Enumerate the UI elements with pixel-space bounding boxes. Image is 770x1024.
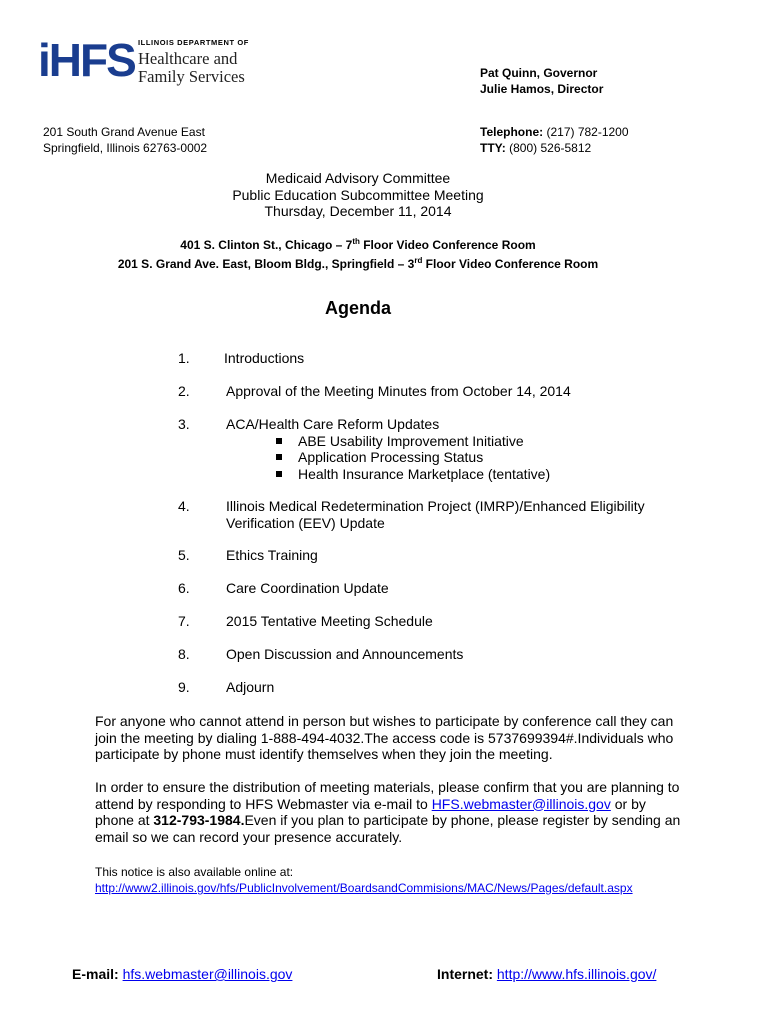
footer-website-link[interactable]: http://www.hfs.illinois.gov/ — [496, 966, 657, 982]
meeting-locations — [0, 234, 716, 272]
agenda-item-number: 5. — [178, 547, 190, 563]
bullet-square-icon — [276, 438, 282, 444]
agenda-sub-item-text: ABE Usability Improvement Initiative — [298, 432, 524, 449]
logo-name-line1: Healthcare and — [138, 49, 238, 68]
agenda-item-number: 1. — [178, 350, 190, 366]
footer-internet — [437, 966, 656, 982]
agenda-item-number: 6. — [178, 580, 190, 596]
agenda-item-text: Illinois Medical Redetermination Project (IMRP)/Enhanced Eligibility Verification (EEV) Update — [226, 498, 645, 531]
officials — [480, 65, 603, 97]
springfield-location-text: 201 S. Grand Ave. East, Bloom Bldg., Springfield – 3 — [117, 257, 415, 271]
agenda-sub-item — [226, 449, 696, 466]
springfield-location — [0, 253, 716, 272]
city-address: Springfield, Illinois 62763-0002 — [43, 141, 208, 155]
agenda-item-text: Ethics Training — [226, 547, 318, 563]
tty-number: (800) 526-5812 — [509, 141, 592, 155]
online-notice-url-link[interactable]: http://www2.illinois.gov/hfs/PublicInvolvement/BoardsandCommisions/MAC/News/Pages/default.aspx — [95, 881, 633, 895]
governor-name: Pat Quinn, Governor — [480, 66, 598, 80]
online-notice — [95, 864, 695, 896]
logo-name-line2: Family Services — [138, 67, 245, 86]
chicago-location-room: Floor Video Conference Room — [359, 238, 536, 252]
bullet-square-icon — [276, 471, 282, 477]
bullet-square-icon — [276, 454, 282, 460]
street-address: 201 South Grand Avenue East — [43, 125, 205, 139]
committee-name: Medicaid Advisory Committee — [265, 170, 451, 186]
agenda-item-text: Introductions — [224, 350, 305, 366]
footer-email — [72, 966, 292, 982]
logo-mark-text: iHFS — [38, 34, 135, 86]
agenda-item-number: 8. — [178, 646, 190, 662]
agenda-sub-item — [226, 466, 696, 483]
hfs-logo-mark-icon — [38, 30, 138, 94]
agenda-title: Agenda — [324, 298, 391, 318]
agenda-item-body — [226, 416, 696, 482]
chicago-location — [0, 234, 716, 253]
director-name: Julie Hamos, Director — [480, 82, 604, 96]
footer-email-link[interactable]: hfs.webmaster@illinois.gov — [122, 966, 293, 982]
agenda-item-text: Approval of the Meeting Minutes from October 14, 2014 — [226, 383, 571, 399]
agenda-item-number: 3. — [178, 416, 190, 432]
meeting-heading — [0, 170, 716, 220]
telephone-label: Telephone: — [480, 125, 544, 139]
tty-label: TTY: — [480, 141, 506, 155]
agenda-item-text: ACA/Health Care Reform Updates — [226, 416, 440, 432]
webmaster-email-link[interactable]: HFS.webmaster@illinois.gov — [431, 795, 611, 812]
agenda-item-text: Adjourn — [226, 679, 275, 695]
chicago-location-text: 401 S. Clinton St., Chicago – 7 — [180, 238, 353, 252]
tty-line — [480, 140, 629, 156]
rsvp-paragraph — [95, 779, 685, 845]
telephone-line — [480, 124, 629, 140]
agenda-item-number: 2. — [178, 383, 190, 399]
agenda-sub-list — [226, 433, 696, 483]
conference-call-paragraph: For anyone who cannot attend in person but wishes to participate by conference call they can join the meeting by dialing 1-888-494-4032.The access code is 5737699394#.Individuals who participate by phone must identify themselves when they join the meeting. — [95, 713, 674, 762]
mailing-address — [43, 124, 207, 156]
logo-department: ILLINOIS DEPARTMENT OF — [138, 38, 249, 47]
footer-internet-label: Internet: — [437, 966, 493, 982]
telephone-number: (217) 782-1200 — [546, 125, 629, 139]
agenda-sub-item — [226, 433, 696, 450]
rsvp-text-mid: or by phone at — [95, 795, 646, 828]
meeting-date: Thursday, December 11, 2014 — [264, 203, 452, 219]
agenda-item-text: 2015 Tentative Meeting Schedule — [226, 613, 433, 629]
rsvp-text-end: Even if you plan to participate by phone, please register by sending an email so we can record your presence accurately. — [95, 812, 681, 845]
chicago-floor-suffix: th — [352, 237, 360, 246]
springfield-location-room: Floor Video Conference Room — [422, 257, 599, 271]
agenda-item-text: Care Coordination Update — [226, 580, 389, 596]
online-notice-text: This notice is also available online at: — [95, 865, 294, 879]
rsvp-phone-number: 312-793-1984. — [153, 812, 245, 828]
rsvp-text-start: In order to ensure the distribution of meeting materials, please confirm that you are planning to attend by responding to HFS Webmaster via e-mail to — [95, 779, 680, 812]
agenda-item-number: 4. — [178, 498, 190, 514]
agenda-item-text: Open Discussion and Announcements — [226, 646, 464, 662]
agenda-item-number: 7. — [178, 613, 190, 629]
agenda-item-number: 9. — [178, 679, 190, 695]
springfield-floor-suffix: rd — [414, 256, 423, 265]
agenda-sub-item-text: Application Processing Status — [298, 449, 484, 465]
contact-phones — [480, 124, 629, 156]
subcommittee-name: Public Education Subcommittee Meeting — [232, 186, 484, 203]
agenda-sub-item-text: Health Insurance Marketplace (tentative) — [298, 465, 551, 482]
footer-email-label: E-mail: — [72, 966, 119, 982]
